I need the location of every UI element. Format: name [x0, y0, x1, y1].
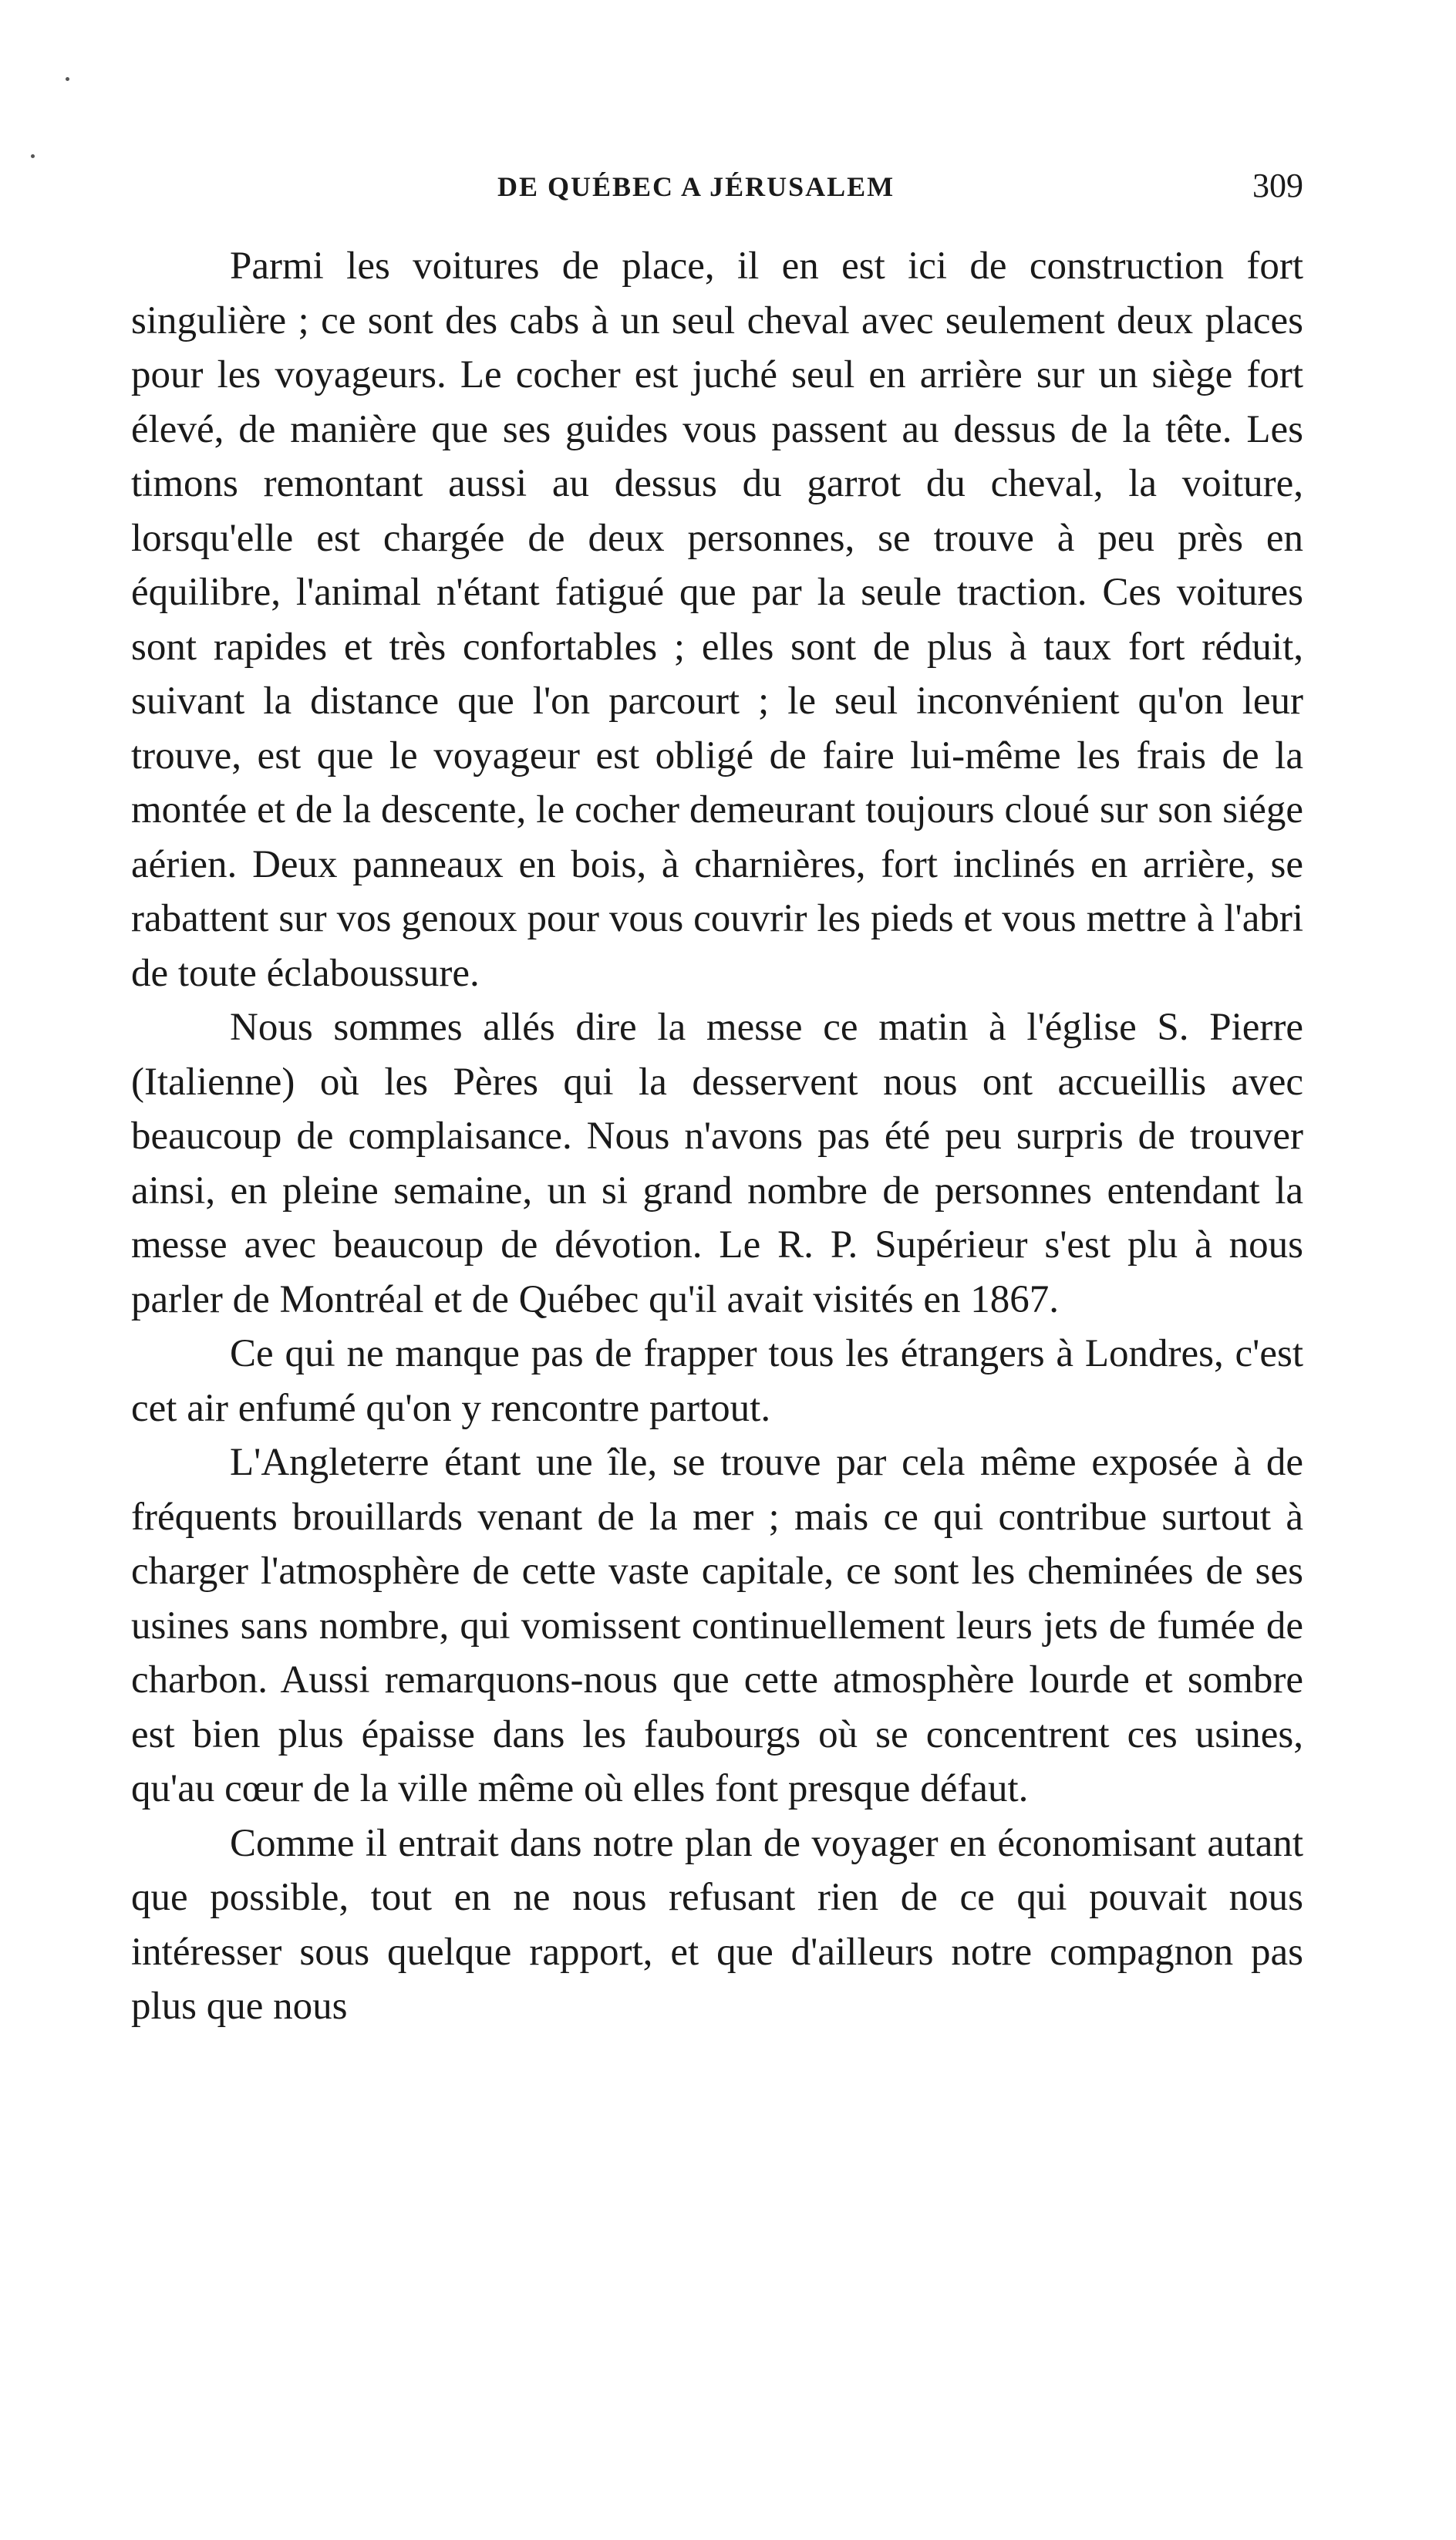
- paragraph: Parmi les voitures de place, il en est ici de construction fort singulière ; ce sont des cabs à un seul cheval avec seulement deux places pour les voyageurs. Le cocher est juché seul en arrière sur un siège fort élevé, de manière que ses guides vous passent au dessus de la tête. Les timons remontant aussi au dessus du garrot du cheval, la voiture, lorsqu'elle est chargée de deux personnes, se trouve à peu près en équilibre, l'animal n'étant fatigué que par la seule traction. Ces voitures sont rapides et très confortables ; elles sont de plus à taux fort réduit, suivant la distance que l'on parcourt ; le seul inconvénient qu'on leur trouve, est que le voyageur est obligé de faire lui-même les frais de la montée et de la descente, le cocher demeurant toujours cloué sur son siége aérien. Deux panneaux en bois, à charnières, fort inclinés en arrière, se rabattent sur vos genoux pour vous couvrir les pieds et vous mettre à l'abri de toute éclaboussure.: [131, 245, 1303, 995]
- paragraph: Ce qui ne manque pas de frapper tous les étrangers à Londres, c'est cet air enfumé qu'on y rencontre partout.: [131, 1332, 1303, 1430]
- scan-speck: [31, 154, 35, 158]
- paragraph: Nous sommes allés dire la messe ce matin à l'église S. Pierre (Italienne) où les Pères qui la desservent nous ont accueillis avec beaucoup de complaisance. Nous n'avons pas été peu surpris de trouver ainsi, en pleine semaine, un si grand nombre de personnes entendant la messe avec beaucoup de dévotion. Le R. P. Supérieur s'est plu à nous parler de Montréal et de Québec qu'il avait visités en 1867.: [131, 1006, 1303, 1321]
- body-text: [131, 239, 1303, 2034]
- running-title: DE QUÉBEC A JÉRUSALEM: [497, 171, 895, 202]
- page-number: 309: [1252, 167, 1303, 204]
- paragraph: L'Angleterre étant une île, se trouve par cela même exposée à de fréquents brouillards venant de la mer ; mais ce qui contribue surtout à charger l'atmosphère de cette vaste capitale, ce sont les cheminées de ses usines sans nombre, qui vomissent continuellement leurs jets de fumée de charbon. Aussi remarquons-nous que cette atmosphère lourde et sombre est bien plus épaisse dans les faubourgs où se concentrent ces usines, qu'au cœur de la ville même où elles font presque défaut.: [131, 1441, 1303, 1810]
- page-header: [131, 166, 1303, 212]
- scan-speck: [66, 77, 69, 81]
- paragraph: Comme il entrait dans notre plan de voyager en économisant autant que possible, tout en ne nous refusant rien de ce qui pouvait nous intéresser sous quelque rapport, et que d'ailleurs notre compagnon pas plus que nous: [131, 1821, 1303, 2028]
